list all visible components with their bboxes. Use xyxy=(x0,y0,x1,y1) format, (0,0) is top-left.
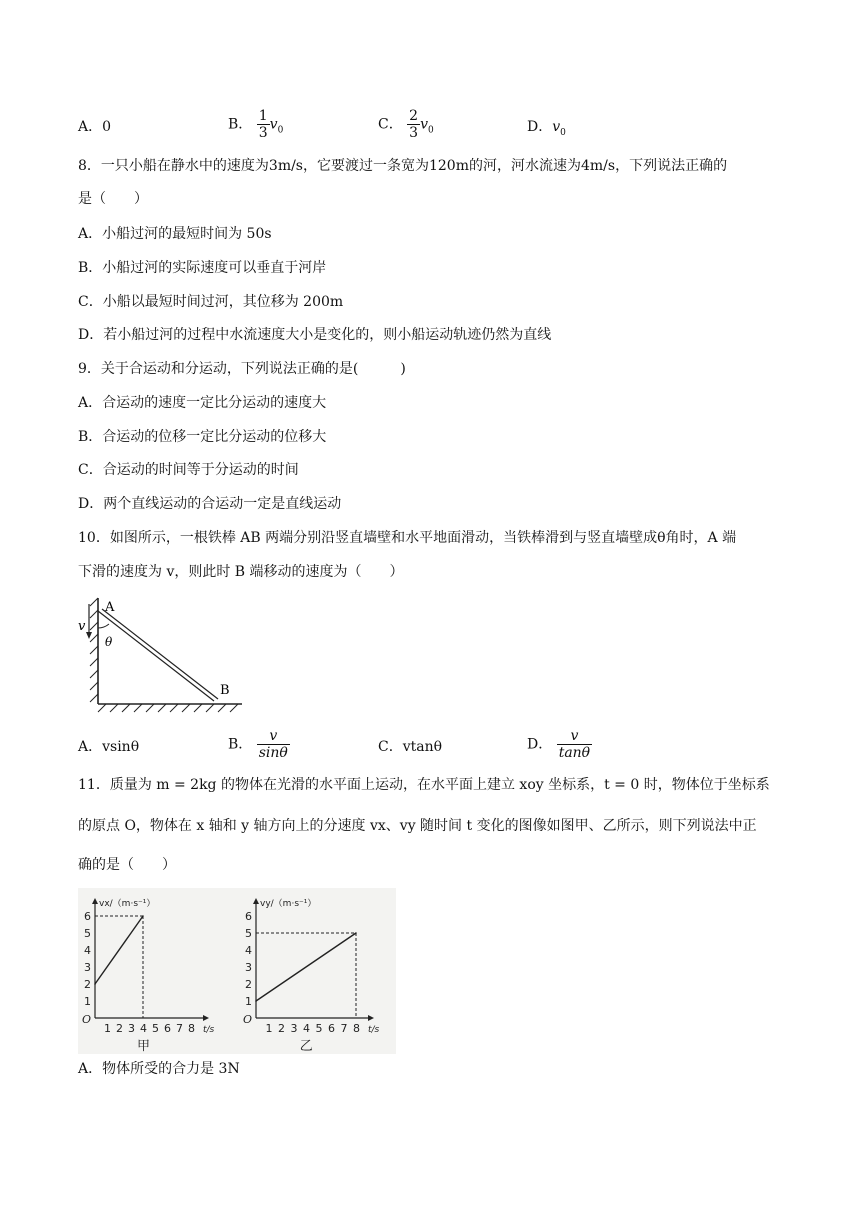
jia-y-tick-label: 4 xyxy=(84,944,91,957)
yi-x-tick-label: 3 xyxy=(290,1022,298,1035)
yi-y-tick-label: 3 xyxy=(245,961,252,974)
yi-x-tick-label: 4 xyxy=(303,1022,310,1035)
point-b-label: B xyxy=(220,683,230,698)
q10-rod-diagram xyxy=(76,596,246,716)
jia-x-tick-label: 3 xyxy=(128,1022,135,1035)
q10-option-c: C．vtanθ xyxy=(378,739,443,755)
q8-option-c: C．小船以最短时间过河，其位移为 200m xyxy=(78,294,344,310)
q7-option-c-sub: 0 xyxy=(428,125,434,136)
q9-option-d: D．两个直线运动的合运动一定是直线运动 xyxy=(78,496,342,512)
q10-option-a: A．vsinθ xyxy=(78,739,140,755)
q8-option-a: A．小船过河的最短时间为 50s xyxy=(78,226,272,242)
q7-option-d-sub: 0 xyxy=(560,127,566,138)
jia-x-tick-label: 8 xyxy=(188,1022,195,1035)
iron-rod xyxy=(98,609,218,701)
q9-option-b: B．合运动的位移一定比分运动的位移大 xyxy=(78,429,327,445)
jia-data-point xyxy=(142,915,144,917)
yi-origin-label: O xyxy=(243,1013,253,1026)
q9-option-c: C．合运动的时间等于分运动的时间 xyxy=(78,462,299,478)
yi-caption: 乙 xyxy=(299,1039,313,1054)
q7-option-c-den: 3 xyxy=(409,125,419,141)
yi-y-tick-label: 1 xyxy=(245,995,252,1008)
q10-option-d-label: D． xyxy=(527,736,553,753)
q7-option-c-fraction xyxy=(407,108,420,141)
jia-origin-label: O xyxy=(82,1013,92,1026)
q9-stem: 9．关于合运动和分运动，下列说法正确的是( ) xyxy=(78,361,406,377)
q11-stem-line1: 11．质量为 m = 2kg 的物体在光滑的水平面上运动，在水平面上建立 xoy 坐标系，t = 0 时，物体位于坐标系 xyxy=(78,777,770,793)
q7-option-a-text: 0 xyxy=(102,119,112,135)
yi-x-tick-label: 1 xyxy=(265,1022,273,1035)
q7-option-b xyxy=(228,108,283,141)
q7-option-a xyxy=(78,117,111,137)
q11-graphs-panel xyxy=(78,888,396,1054)
q7-option-b-fraction xyxy=(257,108,270,141)
yi-x-axis-label: t/s xyxy=(368,1025,380,1035)
q7-option-c-label: C． xyxy=(378,116,403,133)
theta-arc xyxy=(98,624,109,628)
q9-option-a: A．合运动的速度一定比分运动的速度大 xyxy=(78,395,327,411)
theta-label: θ xyxy=(105,635,113,649)
yi-data-point xyxy=(355,932,357,934)
q11-stem-line3: 确的是（ ） xyxy=(78,857,176,873)
q7-option-c xyxy=(378,108,434,141)
q8-stem-line1: 8．一只小船在静水中的速度为3m/s，它要渡过一条宽为120m的河，河水流速为4m/s，下列说法正确的 xyxy=(78,158,728,174)
q11-option-a: A．物体所受的合力是 3N xyxy=(78,1061,240,1077)
ground-hatching xyxy=(98,704,242,712)
q7-option-b-num: 1 xyxy=(258,108,268,124)
q7-option-b-label: B． xyxy=(228,116,253,133)
yi-y-tick-label: 4 xyxy=(245,944,252,957)
yi-y-tick-label: 2 xyxy=(245,978,252,991)
point-a-label: A xyxy=(105,600,115,615)
q10-option-b xyxy=(228,728,290,761)
yi-x-tick-label: 7 xyxy=(340,1022,348,1035)
yi-series-line xyxy=(256,933,356,1001)
velocity-arrow xyxy=(86,604,92,639)
yi-y-axis-label: vy/（m·s⁻¹） xyxy=(260,899,317,909)
jia-x-axis-label: t/s xyxy=(203,1025,215,1035)
q7-option-c-num: 2 xyxy=(409,108,419,124)
yi-x-tick-label: 2 xyxy=(278,1022,285,1035)
q10-stem-line1: 10．如图所示，一根铁棒 AB 两端分别沿竖直墙壁和水平地面滑动，当铁棒滑到与竖直墙壁成θ角时，A 端 xyxy=(78,530,737,546)
jia-data-point xyxy=(94,983,96,985)
q10-option-b-label: B． xyxy=(228,736,253,753)
yi-data-point xyxy=(255,1000,257,1002)
jia-y-tick-label: 5 xyxy=(84,927,91,940)
graph-jia xyxy=(78,888,228,1054)
yi-y-tick-label: 5 xyxy=(245,927,252,940)
velocity-label: v xyxy=(78,619,86,634)
q7-option-c-var: v xyxy=(420,116,429,133)
q10-option-d xyxy=(527,728,592,761)
jia-x-tick-label: 6 xyxy=(164,1022,171,1035)
q10-option-d-num: v xyxy=(557,728,592,745)
jia-x-tick-label: 2 xyxy=(116,1022,123,1035)
jia-y-tick-label: 3 xyxy=(84,961,91,974)
yi-y-tick-label: 6 xyxy=(245,910,252,923)
q10-option-b-num: v xyxy=(257,728,290,745)
q7-option-d-var: v xyxy=(552,119,561,135)
jia-x-tick-label: 5 xyxy=(152,1022,159,1035)
q11-stem-line2: 的原点 O，物体在 x 轴和 y 轴方向上的分速度 vx、vy 随时间 t 变化的图像如图甲、乙所示，则下列说法中正 xyxy=(78,818,757,834)
q8-option-d: D．若小船过河的过程中水流速度大小是变化的，则小船运动轨迹仍然为直线 xyxy=(78,327,552,343)
q10-option-b-den: sinθ xyxy=(258,745,288,761)
graph-yi xyxy=(236,888,396,1054)
jia-y-tick-label: 1 xyxy=(84,995,91,1008)
yi-x-tick-label: 8 xyxy=(353,1022,360,1035)
jia-x-tick-label: 4 xyxy=(140,1022,147,1035)
jia-caption: 甲 xyxy=(137,1039,151,1054)
q7-option-d xyxy=(527,117,566,143)
yi-x-tick-label: 6 xyxy=(328,1022,335,1035)
q10-stem-line2: 下滑的速度为 v，则此时 B 端移动的速度为（ ） xyxy=(78,564,404,580)
jia-y-axis-arrow xyxy=(92,898,98,904)
jia-x-tick-label: 7 xyxy=(176,1022,183,1035)
q8-stem-line2: 是（ ） xyxy=(78,191,148,207)
wall-hatching xyxy=(90,598,98,704)
jia-series-line xyxy=(95,916,143,984)
q7-option-d-label: D． xyxy=(527,119,553,135)
q10-option-d-den: tanθ xyxy=(558,745,591,761)
q10-option-d-fraction xyxy=(557,728,592,761)
jia-y-tick-label: 6 xyxy=(84,910,91,923)
jia-x-tick-label: 1 xyxy=(104,1022,111,1035)
yi-x-tick-label: 5 xyxy=(315,1022,323,1035)
q7-option-b-var: v xyxy=(269,116,278,133)
q7-option-a-label: A． xyxy=(78,119,103,135)
jia-x-axis-arrow xyxy=(203,1015,209,1021)
q10-option-b-fraction xyxy=(257,728,290,761)
q7-option-b-den: 3 xyxy=(258,125,268,141)
yi-y-axis-arrow xyxy=(253,898,259,904)
jia-y-tick-label: 2 xyxy=(84,978,91,991)
yi-x-axis-arrow xyxy=(368,1015,374,1021)
jia-y-axis-label: vx/（m·s⁻¹） xyxy=(99,899,156,909)
q8-option-b: B．小船过河的实际速度可以垂直于河岸 xyxy=(78,260,327,276)
q7-option-b-sub: 0 xyxy=(277,125,284,136)
